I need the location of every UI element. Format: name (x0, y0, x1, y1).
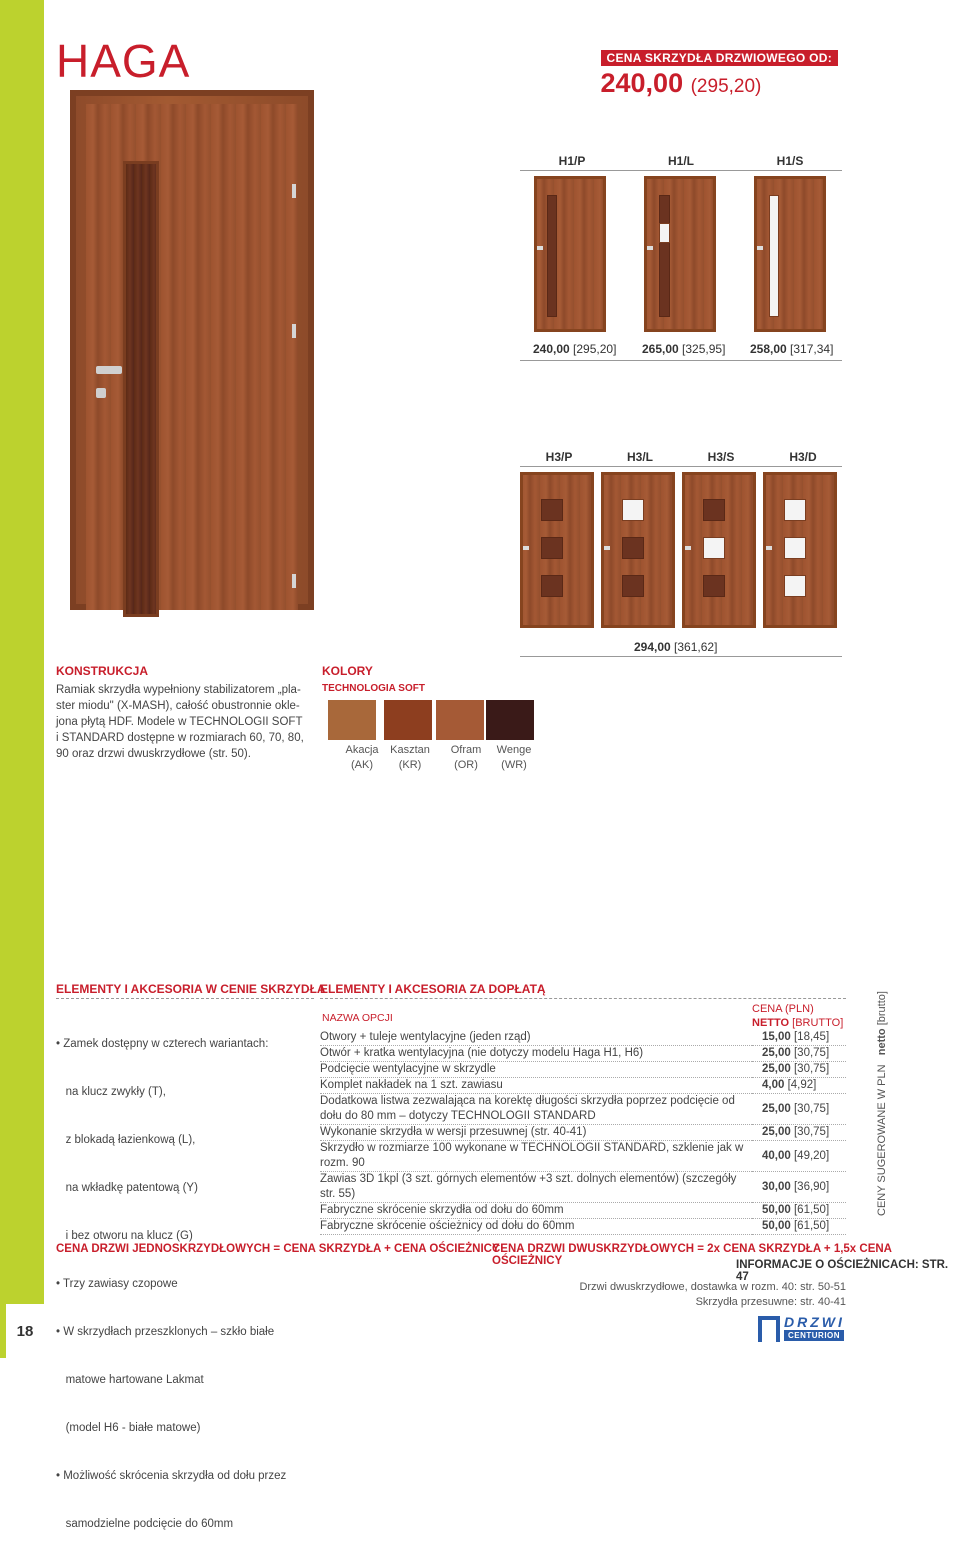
divider (56, 998, 314, 999)
table-row (320, 1078, 846, 1094)
option-price: 50,00 [61,50] (762, 1204, 830, 1216)
konstrukcja-text: Ramiak skrzydła wypełniony stabilizatorem „pla- ster miodu" (X-MASH), całość obustronnie okle- jona płytą HDF. Modele w TECHNOLOGII SOFT i STANDARD dostępne w rozmiarach 60, 70, 80, 90 oraz drzwi dwuskrzydłowe (str. 50). (56, 684, 304, 760)
kolory-subtitle: TECHNOLOGIA SOFT (322, 683, 425, 694)
option-price: 4,00 [4,92] (762, 1079, 817, 1091)
table-row (320, 1141, 846, 1172)
option-name: Dodatkowa listwa zezwalająca na korektę długości skrzydła poprzez podcięcie od dołu do 80 mm – dotyczy TECHNOLOGII STANDARD (320, 1095, 735, 1122)
footer-single-door-formula: CENA DRZWI JEDNOSKRZYDŁOWYCH = CENA SKRZYDŁA + CENA OŚCIEŻNICY (56, 1243, 500, 1255)
vertical-price-note: CENY SUGEROWANE W PLN netto [brutto] (876, 991, 888, 1216)
option-name: Otwór + kratka wentylacyjna (nie dotyczy modelu Haga H1, H6) (320, 1047, 644, 1059)
main-door-image (70, 90, 314, 610)
model-label: H1/L (667, 154, 694, 168)
header-price-brutto: (295,20) (690, 76, 762, 97)
divider (520, 466, 842, 467)
door-thumbnail-h3l (601, 472, 675, 628)
option-price: 30,00 [36,90] (762, 1180, 830, 1193)
color-swatch-ofram (436, 700, 484, 740)
price-h1p: 240,00 [295,20] (533, 342, 617, 356)
door-thumbnail-h1l (644, 176, 716, 332)
door-handle (96, 366, 122, 374)
option-price: 25,00 [30,75] (762, 1063, 830, 1075)
page-title: HAGA (56, 35, 191, 87)
option-price: 25,00 [30,75] (762, 1126, 830, 1138)
price-h1l: 265,00 [325,95] (642, 342, 726, 356)
option-name: Zawias 3D 1kpl (3 szt. górnych elementów +3 szt. dolnych elementów) (szczegóły str. 55) (320, 1173, 737, 1200)
table-row (320, 1125, 846, 1141)
option-name: Fabryczne skrócenie skrzydła od dołu do 60mm (320, 1204, 564, 1216)
options-table (320, 1030, 846, 1235)
divider (520, 656, 842, 657)
page-number: 18 (0, 1290, 44, 1358)
color-swatch-akacja (328, 700, 376, 740)
footer-notes: Drzwi dwuskrzydłowe, dostawka w rozm. 40: str. 50-51 Skrzydła przesuwne: str. 40-41 (579, 1281, 846, 1308)
footer-double-door-formula: CENA DRZWI DWUSKRZYDŁOWYCH = 2x CENA SKRZYDŁA + 1,5x CENA OŚCIEŻNICY (492, 1243, 892, 1267)
table-row (320, 1062, 846, 1078)
option-price: 25,00 [30,75] (762, 1102, 830, 1115)
door-thumbnail-h3s (682, 472, 756, 628)
option-name: Otwory + tuleje wentylacyjne (jeden rząd) (320, 1031, 531, 1043)
option-name: Fabryczne skrócenie ościeżnicy od dołu do 60mm (320, 1220, 575, 1232)
table-row (320, 1030, 846, 1046)
door-thumbnail-h1s (754, 176, 826, 332)
header-price-label: CENA SKRZYDŁA DRZWIOWEGO OD: (601, 50, 839, 66)
divider (520, 360, 842, 361)
model-label: H3/S (707, 450, 735, 464)
header-price-netto: 240,00 (600, 68, 684, 98)
drzwi-centurion-logo: DRZWI CENTURION (758, 1314, 848, 1344)
color-swatch-wenge (486, 700, 534, 740)
option-name: Komplet nakładek na 1 szt. zawiasu (320, 1079, 503, 1091)
option-price: 15,00 [18,45] (762, 1031, 830, 1043)
color-label: Akacja (AK) (345, 744, 379, 771)
door-lock (96, 388, 106, 398)
option-price: 25,00 [30,75] (762, 1047, 830, 1059)
divider (520, 170, 842, 171)
option-price: 50,00 [61,50] (762, 1220, 830, 1232)
door-hinge (292, 184, 296, 198)
price-h3: 294,00 [361,62] (634, 640, 718, 654)
kolory-title: KOLORY (322, 664, 373, 678)
price-h1s: 258,00 [317,34] (750, 342, 834, 356)
model-label: H3/D (789, 450, 817, 464)
elementy-doplata-title: ELEMENTY I AKCESORIA ZA DOPŁATĄ (320, 982, 546, 996)
side-color-bar (0, 0, 44, 1358)
logo-mark-icon (758, 1316, 780, 1342)
model-label: H3/L (626, 450, 653, 464)
col-name-header: NAZWA OPCJI (322, 1012, 393, 1024)
color-label: Kasztan (KR) (390, 744, 430, 771)
door-hinge (292, 574, 296, 588)
header-price-value (601, 68, 839, 99)
color-label: Wenge (WR) (496, 744, 532, 771)
door-glass-strip (126, 164, 156, 614)
color-label: Ofram (OR) (450, 744, 482, 771)
elementy-cena-list: • Zamek dostępny w czterech wariantach: na klucz zwykły (T), z blokadą łazienkową (L), na wkładkę patentową (Y) i bez otworu na klucz (G) • Trzy zawiasy czopowe • W skrzydłach przeszklonych – szkło białe matowe hartowane Lakmat (model H6 - białe matowe) • Możliwość skrócenia skrzydła od dołu przez samodzielne podcięcie do 60mm (56, 1038, 287, 1530)
door-leaf (86, 104, 298, 610)
table-row (320, 1094, 846, 1125)
door-thumbnail-h3p (520, 472, 594, 628)
header-price (601, 50, 839, 99)
divider (320, 998, 846, 999)
table-row (320, 1219, 846, 1235)
option-name: Podcięcie wentylacyjne w skrzydle (320, 1063, 496, 1075)
model-label: H1/S (776, 154, 804, 168)
door-hinge (292, 324, 296, 338)
model-label: H1/P (558, 154, 586, 168)
door-thumbnail-h1p (534, 176, 606, 332)
option-name: Skrzydło w rozmiarze 100 wykonane w TECHNOLOGII STANDARD, szklenie jak w rozm. 90 (320, 1142, 744, 1169)
door-thumbnail-h3d (763, 472, 837, 628)
footer-frame-info: INFORMACJE O OŚCIEŻNICACH: STR. 47 (736, 1259, 949, 1283)
table-row (320, 1172, 846, 1203)
table-row (320, 1046, 846, 1062)
color-swatch-kasztan (384, 700, 432, 740)
col-price-header: CENA (PLN) NETTO [BRUTTO] (752, 1003, 844, 1029)
option-price: 40,00 [49,20] (762, 1149, 830, 1162)
konstrukcja-title: KONSTRUKCJA (56, 664, 149, 678)
option-name: Wykonanie skrzydła w wersji przesuwnej (str. 40-41) (320, 1126, 587, 1138)
model-label: H3/P (545, 450, 573, 464)
elementy-cena-title: ELEMENTY I AKCESORIA W CENIE SKRZYDŁA (56, 982, 326, 996)
table-row (320, 1203, 846, 1219)
